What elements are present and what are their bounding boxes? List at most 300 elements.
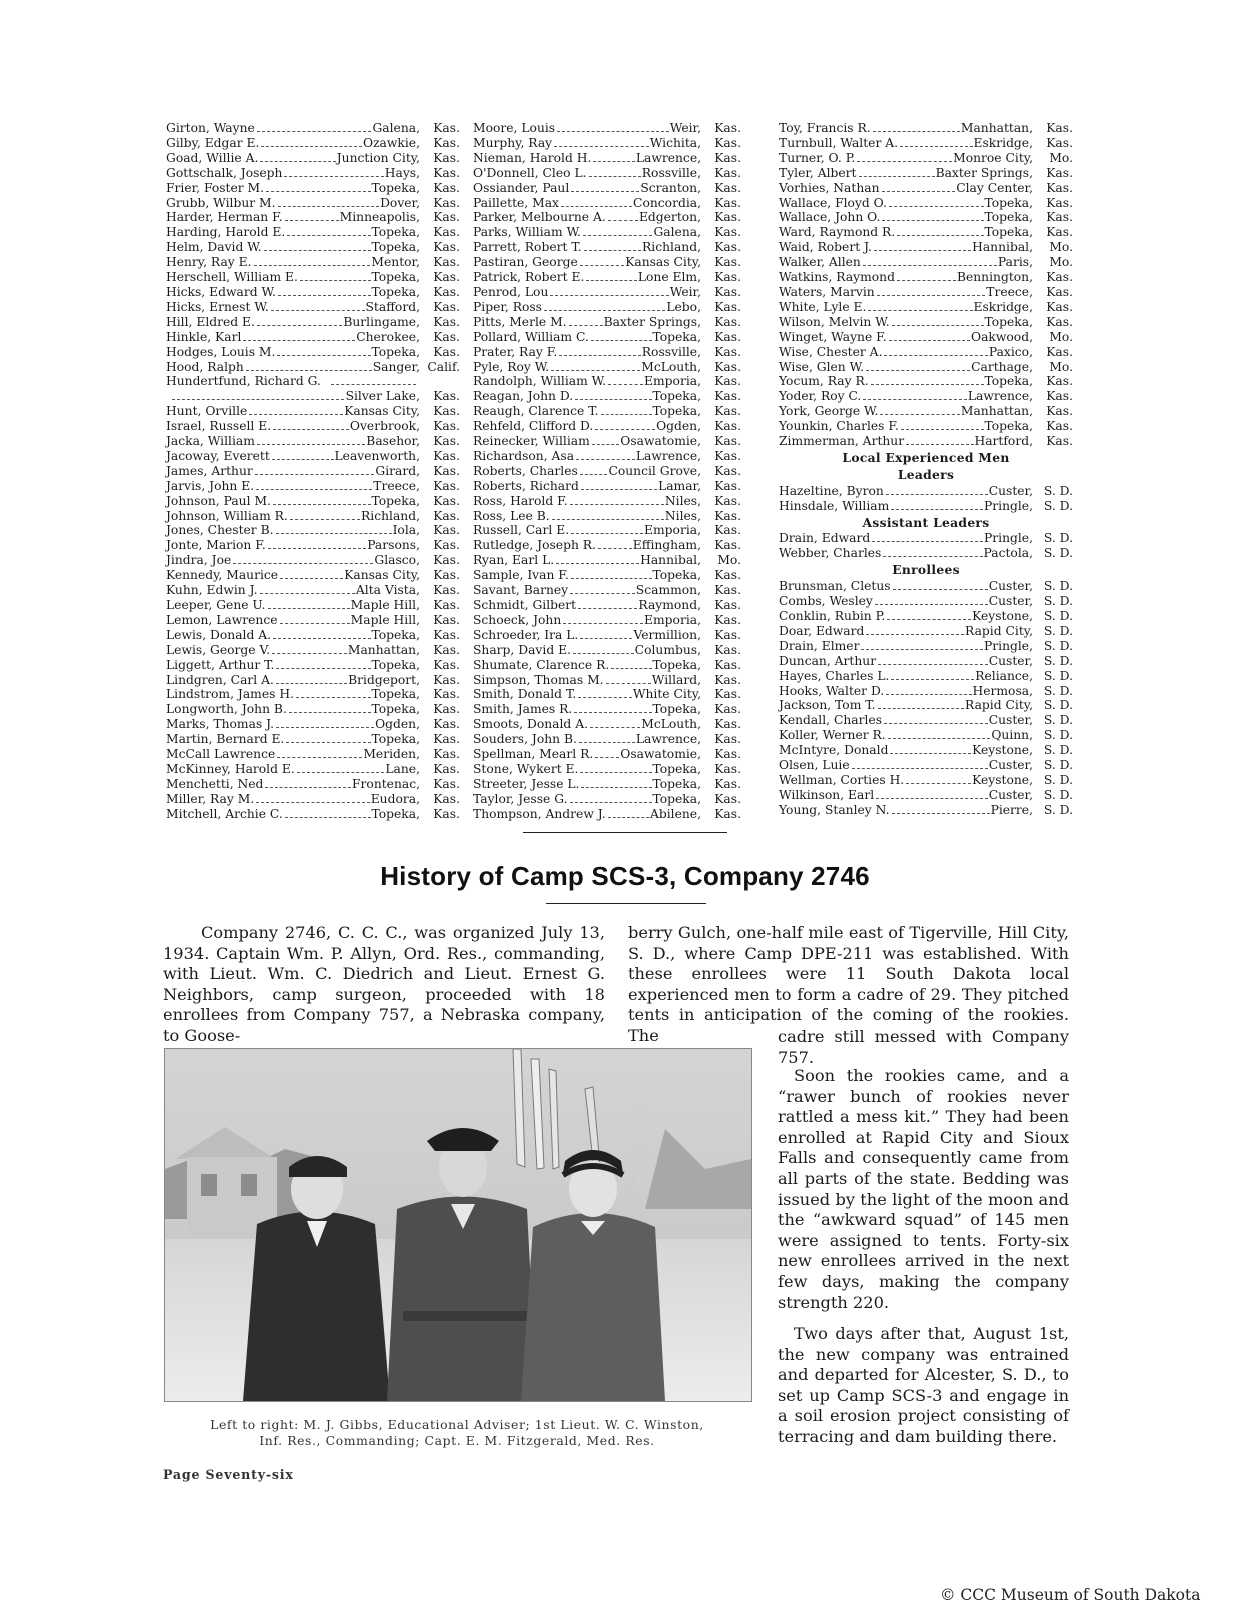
roster-town: Abilene,	[649, 806, 701, 821]
roster-state: Kas.	[1046, 374, 1073, 389]
roster-town: Osawatomie,	[620, 434, 701, 449]
roster-leader-dots	[257, 444, 365, 445]
roster-state: Kas.	[714, 508, 741, 523]
roster-state: Kas.	[714, 657, 741, 672]
roster-town: Manhattan,	[960, 121, 1033, 135]
roster-town: Topeka,	[371, 240, 420, 255]
roster-leader-dots	[586, 280, 636, 281]
roster-entry	[779, 728, 1073, 743]
roster-name: Murphy, Ray	[473, 135, 553, 150]
roster-name: Ross, Lee B.	[473, 508, 550, 523]
roster-entry	[166, 494, 460, 509]
roster-town: Topeka,	[652, 404, 701, 419]
roster-town: Burlingame,	[343, 314, 420, 329]
roster-name: Girton, Wayne	[166, 121, 255, 135]
roster-state: Kas.	[433, 583, 460, 598]
roster-entry	[166, 270, 460, 285]
roster-town: Rossville,	[641, 344, 701, 359]
roster-entry	[166, 345, 460, 360]
roster-name: Piper, Ross	[473, 299, 542, 314]
roster-state: Kas.	[433, 240, 460, 255]
roster-name: Hazeltine, Byron	[779, 483, 884, 498]
roster-name: Frier, Foster M.	[166, 180, 265, 195]
roster-state: Kas.	[1046, 344, 1073, 359]
roster-leader-dots	[571, 578, 652, 579]
roster-town: Paxico,	[988, 344, 1033, 359]
roster-leader-dots	[877, 295, 986, 296]
roster-name: Wise, Glen W.	[779, 359, 865, 374]
roster-name: Wise, Chester A.	[779, 344, 883, 359]
roster-town: Bennington,	[956, 270, 1033, 285]
roster-town: Osawatomie,	[620, 747, 701, 762]
roster-town: Custer,	[988, 787, 1033, 802]
roster-town: Galena,	[653, 225, 701, 240]
roster-town: Weir,	[669, 121, 701, 135]
roster-town: Overbrook,	[349, 419, 420, 434]
leaders-list	[779, 484, 1073, 514]
roster-entry	[166, 404, 460, 419]
roster-town: Willard,	[651, 672, 701, 687]
roster-state: Kas.	[714, 747, 741, 762]
roster-name: Grubb, Wilbur M.	[166, 195, 276, 210]
roster-town: Baxter Springs,	[603, 314, 701, 329]
roster-town: Lone Elm,	[637, 270, 701, 285]
roster-town: Hays,	[384, 165, 420, 180]
roster-entry	[166, 702, 460, 717]
roster-state: Kas.	[714, 314, 741, 329]
roster-entry	[473, 762, 741, 777]
roster-name: Combs, Wesley	[779, 594, 873, 609]
roster-entry	[166, 360, 460, 375]
roster-name: Hundertfund, Richard G.	[166, 374, 321, 389]
roster-column-3	[779, 121, 1073, 818]
roster-state: Kas.	[714, 270, 741, 285]
roster-state: Kas.	[714, 419, 741, 434]
roster-leader-dots	[863, 265, 997, 266]
roster-leader-dots	[544, 310, 665, 311]
roster-town: Mentor,	[371, 255, 420, 270]
roster-name: Roberts, Richard	[473, 478, 579, 493]
roster-name: Hinsdale, William	[779, 498, 890, 513]
roster-state: Kas.	[1046, 389, 1073, 404]
roster-entry	[166, 717, 460, 732]
roster-state: S. D.	[1043, 728, 1073, 743]
roster-leader-dots	[277, 757, 362, 758]
roster-entry	[473, 583, 741, 598]
roster-entry	[473, 538, 741, 553]
roster-name: Prater, Ray F.	[473, 344, 558, 359]
roster-entry	[779, 255, 1073, 270]
roster-town: Niles,	[664, 508, 701, 523]
roster-entry	[779, 225, 1073, 240]
roster-state: Kas.	[714, 672, 741, 687]
roster-state: Kas.	[714, 776, 741, 791]
roster-state: S. D.	[1043, 609, 1073, 623]
roster-state: Kas.	[433, 463, 460, 478]
roster-entry	[473, 598, 741, 613]
roster-state: Kas.	[714, 225, 741, 240]
roster-name: Thompson, Andrew J.	[473, 806, 606, 821]
roster-name: Hodges, Louis M.	[166, 344, 276, 359]
roster-name: Spellman, Mearl R.	[473, 747, 594, 762]
roster-state: S. D.	[1043, 498, 1073, 513]
roster-state: Kas.	[714, 299, 741, 314]
roster-town: Lamar,	[658, 478, 701, 493]
roster-entry	[473, 553, 741, 568]
roster-state: Kas.	[714, 523, 741, 538]
roster-town: Pactola,	[983, 546, 1033, 561]
roster-town: Concordia,	[633, 195, 701, 210]
roster-state: Kas.	[433, 478, 460, 493]
roster-name: McCall Lawrence	[166, 747, 276, 762]
roster-entry	[166, 434, 460, 449]
roster-town: Topeka,	[652, 776, 701, 791]
roster-state: Kas.	[1046, 284, 1073, 299]
roster-leader-dots	[590, 727, 640, 728]
roster-name: Henry, Ray E.	[166, 255, 252, 270]
roster-entry	[779, 698, 1073, 713]
roster-entry	[473, 643, 741, 658]
roster-town: Columbus,	[634, 642, 701, 657]
roster-name: Reinecker, William	[473, 434, 590, 449]
roster-name: Smith, James R.	[473, 702, 573, 717]
roster-leader-dots	[906, 783, 971, 784]
roster-town: Kansas City,	[625, 255, 701, 270]
roster-state: Kas.	[433, 210, 460, 225]
roster-entry	[473, 181, 741, 196]
roster-leader-dots	[574, 712, 651, 713]
roster-town: Hannibal,	[640, 553, 701, 568]
roster-state: Kas.	[433, 776, 460, 791]
roster-name: Simpson, Thomas M.	[473, 672, 604, 687]
roster-name: Goad, Willie A.	[166, 150, 259, 165]
roster-leader-dots	[286, 742, 370, 743]
roster-state: Kas.	[433, 195, 460, 210]
roster-leader-dots	[873, 131, 960, 132]
roster-state: Mo.	[1049, 255, 1073, 270]
roster-entry	[473, 255, 741, 270]
roster-name: Turnbull, Walter A.	[779, 135, 899, 150]
roster-name: Wallace, Floyd O.	[779, 195, 887, 210]
roster-state: Kas.	[714, 180, 741, 195]
roster-name: Penrod, Lou	[473, 284, 549, 299]
roster-name: Toy, Francis R.	[779, 121, 871, 135]
roster-name: Leeper, Gene U.	[166, 598, 266, 612]
roster-leader-dots	[285, 220, 339, 221]
roster-entry	[473, 807, 741, 822]
roster-leader-dots	[569, 325, 603, 326]
roster-leader-dots	[570, 593, 635, 594]
roster-leader-dots	[276, 683, 347, 684]
roster-name: Parker, Melbourne A.	[473, 210, 606, 225]
roster-entry	[779, 181, 1073, 196]
roster-town: Leavenworth,	[334, 448, 420, 463]
roster-leader-dots	[871, 384, 984, 385]
roster-entry	[779, 743, 1073, 758]
roster-leader-dots	[583, 235, 653, 236]
roster-name: Jarvis, John E.	[166, 478, 255, 493]
roster-entry	[779, 788, 1073, 803]
roster-town: Pringle,	[984, 638, 1033, 653]
roster-town: Topeka,	[652, 761, 701, 776]
roster-leader-dots	[887, 619, 971, 620]
roster-state: Kas.	[714, 359, 741, 374]
roster-entry	[166, 255, 460, 270]
roster-entry	[166, 762, 460, 777]
roster-leader-dots	[273, 429, 349, 430]
roster-entry	[166, 449, 460, 464]
article-title: History of Camp SCS-3, Company 2746	[380, 861, 870, 891]
roster-leader-dots	[280, 578, 343, 579]
roster-leader-dots	[874, 250, 971, 251]
roster-state: Kas.	[433, 329, 460, 344]
roster-name: Hunt, Orville	[166, 404, 248, 419]
roster-state: Kas.	[1046, 121, 1073, 135]
roster-leader-dots	[878, 708, 964, 709]
roster-entry	[473, 374, 741, 389]
roster-leader-dots	[580, 474, 608, 475]
roster-state: Kas.	[433, 672, 460, 687]
roster-leader-dots	[576, 459, 635, 460]
roster-name: Harding, Harold E.	[166, 225, 286, 240]
roster-town: Treece,	[986, 284, 1033, 299]
roster-name: Lewis, Donald A.	[166, 627, 272, 642]
roster-leader-dots	[266, 191, 370, 192]
roster-entry	[473, 702, 741, 717]
roster-entry	[473, 568, 741, 583]
roster-list-m-t	[473, 121, 741, 822]
roster-entry	[779, 151, 1073, 166]
roster-leader-dots	[272, 459, 334, 460]
roster-name: Hicks, Edward W.	[166, 284, 276, 299]
roster-name: Turner, O. P.	[779, 150, 856, 165]
roster-name: Waid, Robert J.	[779, 240, 872, 255]
roster-leader-dots	[591, 340, 652, 341]
copyright-notice: © CCC Museum of South Dakota	[940, 1586, 1201, 1604]
roster-state: Kas.	[433, 761, 460, 776]
roster-leader-dots	[260, 161, 335, 162]
roster-town: Custer,	[988, 594, 1033, 609]
roster-state: S. D.	[1043, 683, 1073, 698]
roster-state: Kas.	[1046, 210, 1073, 225]
roster-column-1	[166, 121, 460, 822]
roster-town: Lawrence,	[967, 389, 1033, 404]
roster-leader-dots	[872, 541, 983, 542]
roster-leader-dots	[884, 723, 988, 724]
roster-town: Parsons,	[367, 538, 420, 553]
roster-state: Kas.	[433, 225, 460, 240]
roster-state: Kas.	[433, 806, 460, 821]
roster-town: Emporia,	[644, 612, 701, 627]
roster-town: Council Grove,	[608, 463, 701, 478]
roster-entry	[779, 579, 1073, 594]
roster-name: Jindra, Joe	[166, 553, 232, 568]
roster-name: Younkin, Charles F.	[779, 419, 899, 434]
roster-leader-dots	[889, 340, 970, 341]
roster-name: Waters, Marvin	[779, 284, 875, 299]
roster-state: Kas.	[433, 791, 460, 806]
roster-leader-dots	[552, 519, 664, 520]
roster-town: Hartford,	[974, 434, 1033, 449]
roster-town: Sanger,	[372, 359, 420, 374]
roster-name: Lindgren, Carl A.	[166, 672, 274, 687]
roster-town: Topeka,	[652, 568, 701, 583]
roster-state: Kas.	[433, 657, 460, 672]
roster-name: Savant, Barney	[473, 583, 569, 598]
roster-town: Glasco,	[374, 553, 420, 568]
roster-leader-dots	[297, 772, 385, 773]
roster-town: Eudora,	[370, 791, 420, 806]
roster-town: Wichita,	[649, 135, 701, 150]
article-paragraph-4: Two days after that, August 1st, the new company was entrained and departed for Alcester, S. D., to set up Camp SCS-3 and engage in a soil erosion project consisting of terracing and dam building there.	[778, 1324, 1069, 1446]
roster-state: Kas.	[433, 299, 460, 314]
roster-name: Jacka, William	[166, 434, 255, 449]
roster-list-g-h	[166, 121, 460, 374]
roster-name: Streeter, Jesse L.	[473, 776, 580, 791]
roster-town: Dover,	[380, 195, 420, 210]
roster-town: Iola,	[392, 523, 420, 538]
roster-state: Kas.	[433, 493, 460, 508]
roster-name: Kennedy, Maurice	[166, 568, 279, 583]
roster-leader-dots	[243, 340, 355, 341]
roster-entry	[473, 151, 741, 166]
roster-leader-dots	[580, 772, 651, 773]
roster-leader-dots	[888, 738, 991, 739]
roster-state: Kas.	[1046, 434, 1073, 449]
roster-leader-dots	[900, 146, 972, 147]
roster-town: Eskridge,	[973, 135, 1033, 150]
roster-state: Kas.	[1046, 404, 1073, 419]
roster-state: Kas.	[714, 538, 741, 553]
roster-leader-dots	[852, 768, 988, 769]
roster-entry	[473, 494, 741, 509]
roster-state: S. D.	[1043, 713, 1073, 728]
roster-town: Rapid City,	[965, 698, 1033, 713]
roster-entry	[166, 136, 460, 151]
roster-town: Alta Vista,	[355, 583, 420, 598]
roster-name: Menchetti, Ned	[166, 776, 264, 791]
roster-entry	[473, 345, 741, 360]
roster-leader-dots	[261, 146, 362, 147]
roster-town: Quinn,	[991, 728, 1033, 743]
roster-state: S. D.	[1043, 638, 1073, 653]
roster-leader-dots	[289, 712, 371, 713]
roster-state: Mo.	[717, 553, 741, 568]
roster-town: Ogden,	[375, 717, 420, 732]
photograph-illustration	[165, 1049, 751, 1401]
roster-entry	[779, 546, 1073, 561]
roster-entry	[473, 419, 741, 434]
roster-state: Kas.	[433, 642, 460, 657]
roster-entry	[473, 136, 741, 151]
roster-name: Ossiander, Paul	[473, 180, 570, 195]
roster-entry-split	[166, 374, 460, 389]
roster-town: Basehor,	[366, 434, 420, 449]
roster-leader-dots	[277, 355, 370, 356]
roster-state: Kas.	[714, 627, 741, 642]
roster-leader-dots	[882, 220, 983, 221]
roster-name: Yoder, Roy C.	[779, 389, 862, 404]
roster-name: Schmidt, Gilbert	[473, 598, 577, 612]
roster-entry	[166, 747, 460, 762]
roster-town: Topeka,	[984, 195, 1033, 210]
roster-name: Shumate, Clarence R.	[473, 657, 610, 672]
roster-entry	[779, 758, 1073, 773]
roster-entry	[473, 300, 741, 315]
roster-entry	[779, 773, 1073, 788]
roster-leader-dots	[255, 474, 375, 475]
roster-town: Topeka,	[371, 180, 420, 195]
roster-entry	[779, 669, 1073, 684]
roster-entry	[473, 523, 741, 538]
roster-entry	[166, 285, 460, 300]
roster-leader-dots	[276, 727, 374, 728]
roster-state: Kas.	[433, 344, 460, 359]
roster-entry	[473, 717, 741, 732]
roster-name: Parrett, Robert T.	[473, 240, 582, 255]
divider-top	[523, 832, 727, 833]
roster-state: Kas.	[714, 732, 741, 747]
roster-name: Koller, Werner R.	[779, 728, 886, 743]
roster-leader-dots	[256, 489, 372, 490]
leaders-heading: Leaders	[897, 466, 955, 482]
roster-entry	[779, 345, 1073, 360]
roster-leader-dots	[563, 623, 643, 624]
roster-entry	[779, 360, 1073, 375]
roster-state: Kas.	[433, 538, 460, 553]
roster-leader-dots	[570, 802, 652, 803]
enrollees-list	[779, 579, 1073, 818]
roster-town: Custer,	[988, 579, 1033, 594]
roster-entry	[473, 777, 741, 792]
roster-leader-dots	[278, 206, 380, 207]
roster-town: Bridgeport,	[348, 672, 420, 687]
roster-name: Taylor, Jesse G.	[473, 791, 568, 806]
roster-town: Topeka,	[371, 270, 420, 285]
roster-entry	[166, 315, 460, 330]
roster-leader-dots	[284, 176, 383, 177]
roster-entry	[166, 166, 460, 181]
roster-name: Tyler, Albert	[779, 165, 857, 180]
roster-leader-dots	[875, 604, 988, 605]
roster-town: Keystone,	[972, 743, 1033, 758]
roster-leader-dots	[611, 668, 651, 669]
roster-state: S. D.	[1043, 698, 1073, 713]
roster-entry	[779, 330, 1073, 345]
roster-town: Vermillion,	[633, 627, 701, 642]
roster-town: Treece,	[373, 478, 420, 493]
roster-entry	[779, 136, 1073, 151]
roster-town: Topeka,	[371, 493, 420, 508]
roster-town: Monroe City,	[953, 150, 1033, 165]
roster-entry	[779, 434, 1073, 449]
roster-town: Rapid City,	[965, 623, 1033, 638]
roster-name: Rutledge, Joseph R.	[473, 538, 596, 553]
roster-state: Kas.	[1046, 135, 1073, 150]
roster-entry	[473, 673, 741, 688]
roster-leader-dots	[578, 608, 637, 609]
roster-town: Baxter Springs,	[935, 165, 1033, 180]
roster-state: Kas.	[433, 419, 460, 434]
roster-entry-split-continued	[166, 389, 460, 404]
roster-entry	[166, 151, 460, 166]
roster-name: Ryan, Earl L.	[473, 553, 555, 568]
roster-name: Lindstrom, James H.	[166, 687, 294, 702]
roster-state: Kas.	[433, 717, 460, 732]
roster-entry	[779, 624, 1073, 639]
roster-entry	[473, 330, 741, 345]
roster-leader-dots	[580, 265, 624, 266]
